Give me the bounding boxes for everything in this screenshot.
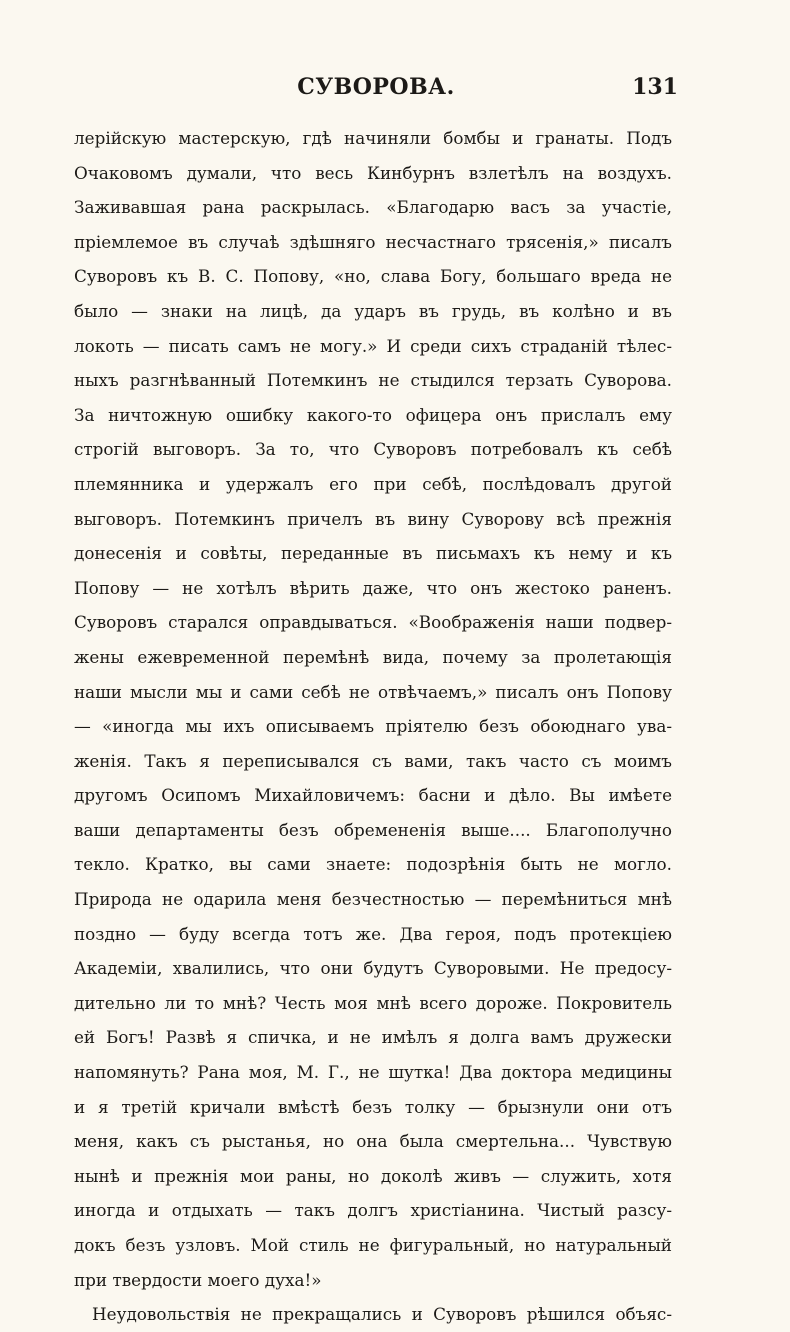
text-line: лерійскую мастерскую, гдѣ начиняли бомбы и гранаты. Подъ — [74, 128, 672, 148]
text-line: Суворовъ старался оправдываться. «Воображенія наши подвер- — [74, 612, 672, 633]
text-line: донесенія и совѣты, переданные въ письмахъ къ нему и къ — [74, 543, 672, 564]
text-line: текло. Кратко, вы сами знаете: подозрѣнія быть не могло. — [74, 854, 672, 875]
text-line: выговоръ. Потемкинъ причелъ въ вину Суворову всѣ прежнія — [74, 508, 672, 529]
text-line: пріемлемое въ случаѣ здѣшняго несчастнаго трясенія,» писалъ — [74, 231, 672, 252]
text-line: Попову — не хотѣлъ вѣрить даже, что онъ жестоко раненъ. — [74, 577, 672, 598]
text-line: племянника и удержалъ его при себѣ, послѣдовалъ другой — [74, 473, 672, 494]
text-line: Академіи, хвалились, что они будутъ Суворовыми. Не предосу- — [74, 958, 672, 979]
text-line: жены ежевременной перемѣнѣ вида, почему за пролетающія — [74, 646, 672, 667]
text-line: докъ безъ узловъ. Мой стиль не фигуральный, но натуральный — [74, 1235, 672, 1255]
text-line: другомъ Осипомъ Михайловичемъ: басни и дѣло. Вы имѣете — [74, 785, 672, 806]
text-line: иногда и отдыхать — такъ долгъ христіанина. Чистый разсу- — [74, 1200, 672, 1221]
text-line: женія. Такъ я переписывался съ вами, такъ часто съ моимъ — [74, 750, 672, 771]
text-line: Суворовъ къ В. С. Попову, «но, слава Богу, большаго вреда не — [74, 266, 672, 287]
page-header — [74, 74, 678, 104]
running-title: СУВОРОВА. — [297, 74, 455, 100]
text-line: строгій выговоръ. За то, что Суворовъ потребовалъ къ себѣ — [74, 439, 672, 460]
text-line: и я третій кричали вмѣстѣ безъ толку — брызнули они отъ — [74, 1096, 672, 1117]
text-line: меня, какъ съ рыстанья, но она была смертельна... Чувствую — [74, 1131, 672, 1152]
page-number: 131 — [632, 74, 678, 100]
text-line-paragraph-end: при твердости моего духа!» — [74, 1269, 322, 1290]
text-line: ныхъ разгнѣванный Потемкинъ не стыдился терзать Суворова. — [74, 370, 672, 391]
text-line: ваши департаменты безъ обремененія выше.... Благополучно — [74, 819, 672, 840]
text-line-paragraph-start: Неудовольствія не прекращались и Суворовъ рѣшился объяс- — [92, 1304, 672, 1325]
text-line: За ничтожную ошибку какого-то офицера онъ прислалъ ему — [74, 404, 672, 425]
text-line: Очаковомъ думали, что весь Кинбурнъ взлетѣлъ на воздухъ. — [74, 162, 672, 183]
text-line: было — знаки на лицѣ, да ударъ въ грудь, въ колѣно и въ — [74, 300, 672, 321]
text-line: ей Богъ! Развѣ я спичка, и не имѣлъ я долга вамъ дружески — [74, 1027, 672, 1048]
text-line: Природа не одарила меня безчестностью — перемѣниться мнѣ — [74, 889, 672, 910]
text-line: локоть — писать самъ не могу.» И среди сихъ страданій тѣлес- — [74, 335, 672, 356]
text-line: нынѣ и прежнія мои раны, но доколѣ живъ — служить, хотя — [74, 1165, 672, 1186]
text-line: — «иногда мы ихъ описываемъ пріятелю безъ обоюднаго ува- — [74, 716, 672, 737]
text-line: Заживавшая рана раскрылась. «Благодарю васъ за участіе, — [74, 197, 672, 218]
text-line: дительно ли то мнѣ? Честь моя мнѣ всего дороже. Покровитель — [74, 992, 672, 1013]
body-text — [74, 121, 672, 1332]
text-line: напомянуть? Рана моя, М. Г., не шутка! Два доктора медицины — [74, 1062, 672, 1083]
text-line: наши мысли мы и сами себѣ не отвѣчаемъ,» писалъ онъ Попову — [74, 681, 672, 702]
text-line: поздно — буду всегда тотъ же. Два героя, подъ протекціею — [74, 923, 672, 944]
